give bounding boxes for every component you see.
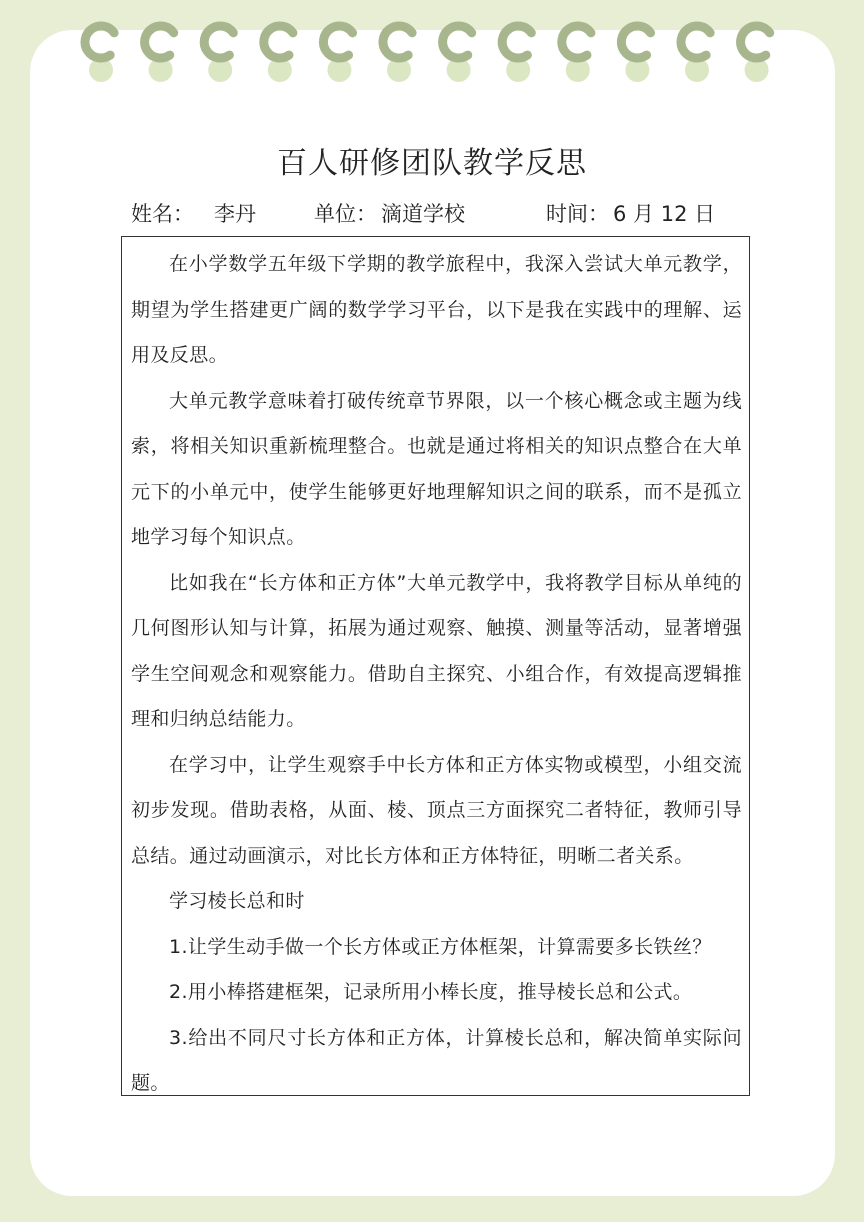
- spiral-ring-icon: [681, 26, 710, 82]
- paragraph-intro: 在小学数学五年级下学期的教学旅程中，我深入尝试大单元教学，期望为学生搭建更广阔的数学学习平台，以下是我在实践中的理解、运用及反思。: [131, 253, 742, 366]
- unit-field: [314, 196, 465, 232]
- reflection-content: [121, 236, 750, 1096]
- paragraph-step-3: 3.给出不同尺寸长方体和正方体，计算棱长总和，解决简单实际问题。: [131, 1026, 742, 1094]
- binding-ring: [145, 26, 174, 58]
- binding-ring: [264, 26, 293, 58]
- binding-ring: [681, 26, 710, 58]
- spiral-binding: [0, 0, 864, 100]
- time-value: 6 月 12 日: [613, 202, 716, 226]
- spiral-ring-icon: [621, 26, 650, 82]
- spiral-ring-icon: [741, 26, 770, 82]
- paragraph-subheading: 学习棱长总和时: [169, 890, 305, 912]
- binding-ring: [323, 26, 352, 58]
- binding-ring: [383, 26, 412, 58]
- spiral-ring-icon: [443, 26, 472, 82]
- name-label: 姓名：: [131, 202, 194, 226]
- paragraph-example: 比如我在“长方体和正方体”大单元教学中，我将教学目标从单纯的几何图形认知与计算，拓展为通过观察、触摸、测量等活动，显著增强学生空间观念和观察能力。借助自主探究、小组合作，有效提高逻辑推理和归纳总结能力。: [131, 571, 742, 730]
- name-field: [131, 196, 256, 232]
- time-label: 时间：: [546, 202, 609, 226]
- spiral-ring-icon: [502, 26, 531, 82]
- paragraph-concept: 大单元教学意味着打破传统章节界限，以一个核心概念或主题为线索，将相关知识重新梳理整合。也就是通过将相关的知识点整合在大单元下的小单元中，使学生能够更好地理解知识之间的联系，而不是孤立地学习每个知识点。: [131, 389, 742, 548]
- spiral-ring-icon: [85, 26, 114, 82]
- spiral-ring-icon: [145, 26, 174, 82]
- spiral-ring-icon: [323, 26, 352, 82]
- binding-ring: [741, 26, 770, 58]
- binding-ring: [562, 26, 591, 58]
- binding-ring: [204, 26, 233, 58]
- name-value: 李丹: [214, 202, 256, 226]
- unit-value: 滴道学校: [381, 202, 465, 226]
- page-title: 百人研修团队教学反思: [277, 146, 587, 181]
- paragraph-practice: 在学习中，让学生观察手中长方体和正方体实物或模型，小组交流初步发现。借助表格，从面、棱、顶点三方面探究二者特征，教师引导总结。通过动画演示，对比长方体和正方体特征，明晰二者关系。: [131, 753, 742, 867]
- time-field: [546, 196, 715, 232]
- paragraph-step-2: 2.用小棒搭建框架，记录所用小棒长度，推导棱长总和公式。: [169, 981, 693, 1003]
- spiral-ring-icon: [264, 26, 293, 82]
- paragraph-step-1: 1.让学生动手做一个长方体或正方体框架，计算需要多长铁丝？: [169, 935, 712, 958]
- binding-ring: [85, 26, 114, 58]
- info-row: [0, 196, 864, 232]
- unit-label: 单位：: [314, 202, 377, 226]
- spiral-ring-icon: [383, 26, 412, 82]
- binding-ring: [621, 26, 650, 58]
- spiral-ring-icon: [204, 26, 233, 82]
- spiral-ring-icon: [562, 26, 591, 82]
- binding-ring: [443, 26, 472, 58]
- binding-ring: [502, 26, 531, 58]
